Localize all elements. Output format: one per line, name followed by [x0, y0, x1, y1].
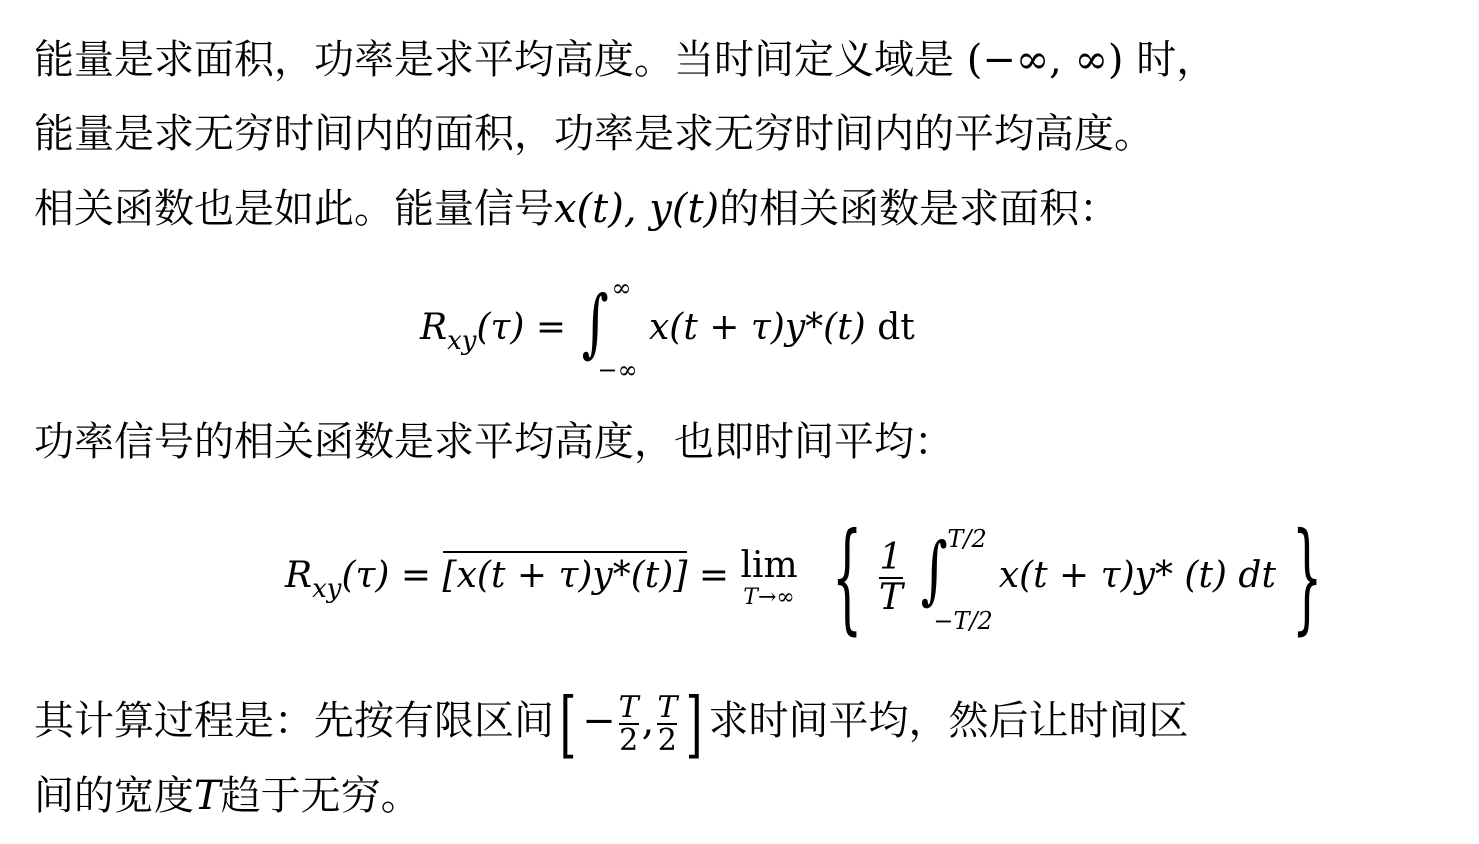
interval-right-num: T — [657, 689, 678, 725]
line6-text-a: 间的宽度 — [34, 773, 194, 819]
eq2-integral — [917, 523, 993, 635]
paragraph-line-1 — [34, 36, 1216, 84]
line3-text-b: 的相关函数是求面积： — [719, 186, 1120, 232]
left-bracket: [ — [559, 682, 577, 766]
eq2-lower-limit: −T/2 — [933, 607, 993, 635]
paragraph-line-3 — [34, 185, 1119, 233]
eq2-equals: = — [698, 555, 729, 596]
eq2-fraction — [879, 539, 903, 617]
interval-frac-left — [618, 689, 639, 758]
paragraph-line-4 — [34, 418, 954, 466]
eq2-lim-word: lim — [740, 545, 798, 587]
line3-text-a: 相关函数也是如此。能量信号 — [34, 186, 554, 232]
eq1-integral — [578, 274, 638, 384]
paragraph-line-5 — [34, 682, 1189, 766]
eq1-integrand: x(t + τ)y*(t) — [649, 307, 866, 348]
interval-left-num: T — [618, 689, 639, 725]
integral-sign: ∫ — [581, 280, 609, 366]
line1-text-a: 能量是求面积，功率是求平均高度。当时间定义域是 — [34, 37, 967, 83]
left-brace: { — [831, 508, 863, 647]
eq2-time-average: [x(t + τ)y*(t)] — [443, 551, 688, 596]
eq1-diff: dt — [877, 307, 915, 348]
equation-energy-correlation — [420, 274, 915, 384]
interval-minus: − — [582, 698, 616, 744]
interval-right-den: 2 — [657, 723, 677, 758]
eq1-lhs: R — [420, 307, 448, 348]
line5-text-b: 求时间平均，然后让时间区 — [708, 698, 1189, 744]
eq2-frac-num: 1 — [879, 537, 903, 579]
eq2-upper-limit: T/2 — [947, 525, 987, 553]
right-bracket: ] — [685, 682, 703, 766]
line2-text: 能量是求无穷时间内的面积，功率是求无穷时间内的平均高度。 — [34, 111, 1154, 157]
eq1-lhs-sub: xy — [447, 326, 477, 356]
interval-left-den: 2 — [619, 723, 639, 758]
paragraph-line-2 — [34, 110, 1154, 158]
paragraph-line-6 — [34, 772, 421, 820]
eq2-lhs-sub: xy — [312, 574, 342, 604]
eq2-frac-den: T — [878, 577, 903, 618]
interval-infinite: (−∞, ∞) — [966, 37, 1124, 83]
interval-frac-right — [657, 689, 678, 758]
signals-xy: x(t), y(t) — [554, 186, 720, 232]
equation-power-correlation — [285, 508, 1346, 647]
eq2-integrand: x(t + τ)y* (t) dt — [998, 555, 1276, 596]
line4-text: 功率信号的相关函数是求平均高度，也即时间平均： — [34, 419, 954, 465]
eq2-limit — [740, 546, 797, 610]
line6-text-b: 趋于无穷。 — [220, 773, 421, 819]
line6-T: T — [194, 773, 221, 819]
line1-text-b: 时， — [1123, 37, 1217, 83]
eq1-upper-limit: ∞ — [611, 274, 632, 302]
eq1-lhs-arg: (τ) = — [476, 307, 567, 348]
eq2-lim-sub: T→∞ — [743, 584, 795, 610]
integral-sign: ∫ — [921, 527, 949, 613]
eq2-lhs: R — [285, 555, 313, 596]
eq2-lhs-arg: (τ) = — [341, 555, 432, 596]
eq1-lower-limit: −∞ — [597, 356, 638, 384]
line5-text-a: 其计算过程是：先按有限区间 — [34, 698, 554, 744]
interval-comma: , — [641, 698, 655, 744]
right-brace: } — [1292, 508, 1323, 647]
